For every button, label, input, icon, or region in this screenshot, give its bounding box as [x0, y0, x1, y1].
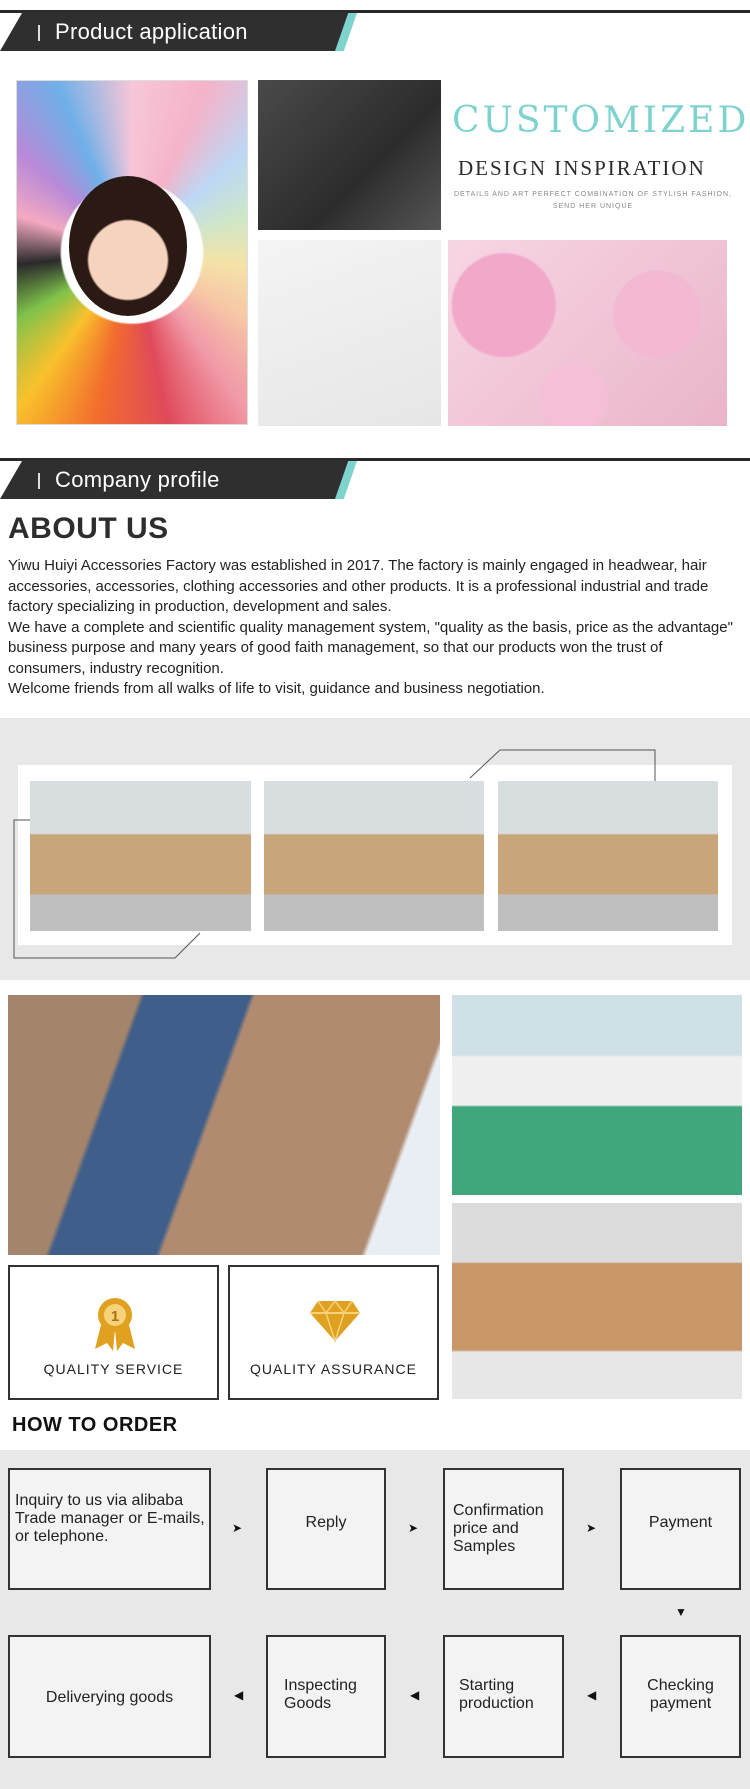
- order-step-label: Checking payment: [647, 1677, 714, 1712]
- how-to-order-title: HOW TO ORDER: [12, 1414, 178, 1436]
- arrow-right-icon: ➤: [586, 1521, 597, 1535]
- section-title-product-application: Product application: [55, 19, 248, 44]
- order-step-label: Starting production: [459, 1677, 534, 1712]
- headband-flowers-photo: [16, 80, 248, 425]
- banner-top-line: [0, 458, 750, 461]
- quality-assurance-label: QUALITY ASSURANCE: [250, 1361, 417, 1377]
- arrow-left-icon: ◀: [587, 1688, 597, 1702]
- warehouse-photo-2: [264, 781, 484, 931]
- about-paragraph-1: Yiwu Huiyi Accessories Factory was established in 2017. The factory is mainly engaged in headwear, hair accessories, accessories, clothing accessories and other products. It is a professional industrial and trade factory specializing in production, development and sales.: [8, 557, 709, 615]
- arrow-left-icon: ◀: [234, 1688, 244, 1702]
- order-step-label: Inspecting Goods: [284, 1677, 357, 1712]
- order-step-starting-production: [443, 1635, 564, 1758]
- order-step-label: Confirmation price and Samples: [453, 1502, 544, 1555]
- warehouse-photo-3: [498, 781, 718, 931]
- arrow-right-icon: ➤: [232, 1521, 243, 1535]
- order-step-label: Payment: [648, 1514, 713, 1531]
- packing-warehouse-photo: [452, 1203, 742, 1399]
- order-step-reply: [266, 1468, 386, 1590]
- order-step-label: Reply: [305, 1514, 347, 1531]
- banner-separator: [38, 25, 40, 41]
- order-step-label: Inquiry to us via alibaba Trade manager or E-mails, or telephone.: [15, 1492, 205, 1545]
- warehouse-photo-1: [30, 781, 251, 931]
- order-step-payment: [620, 1468, 741, 1590]
- order-step-inquiry: [8, 1468, 211, 1590]
- baby-headband-photo: [258, 80, 441, 230]
- design-sketch-photo: [258, 240, 441, 426]
- order-step-confirmation: [443, 1468, 564, 1590]
- order-step-checking-payment: [620, 1635, 741, 1758]
- child-portrait: [69, 176, 187, 316]
- quality-service-label: QUALITY SERVICE: [43, 1361, 184, 1377]
- pink-flowers-crafting-photo: [448, 240, 727, 426]
- about-us-text: [8, 556, 743, 700]
- banner-separator: [38, 473, 40, 489]
- order-step-inspecting: [266, 1635, 386, 1758]
- about-paragraph-2: We have a complete and scientific quality management system, "quality as the basis, price as the advantage" business purpose and many years of good faith management, so that our products won the trust of consumers, industry recognition.: [8, 618, 733, 677]
- design-inspiration-subheadline: DESIGN INSPIRATION: [458, 156, 706, 180]
- section-title-company-profile: Company profile: [55, 467, 220, 492]
- medal-icon: [93, 1295, 137, 1351]
- customized-tagline-1: DETAILS AND ART PERFECT COMBINATION OF STYLISH FASHION,: [453, 191, 732, 198]
- order-step-label: Deliverying goods: [45, 1689, 174, 1706]
- quality-service-card: [8, 1265, 219, 1400]
- company-profile-banner: [0, 458, 750, 506]
- arrow-down-icon: ▼: [675, 1605, 687, 1619]
- customized-headline: CUSTOMIZED: [452, 100, 750, 141]
- about-us-title: ABOUT US: [8, 512, 169, 545]
- factory-building-photo: [8, 995, 440, 1255]
- diamond-icon: [308, 1299, 362, 1343]
- quality-assurance-card: [228, 1265, 439, 1400]
- customized-tagline-2: SEND HER UNIQUE: [552, 203, 634, 210]
- product-application-banner: [0, 10, 750, 58]
- medal-number: 1: [110, 1308, 120, 1325]
- production-line-photo: [452, 995, 742, 1195]
- order-step-delivering: [8, 1635, 211, 1758]
- arrow-left-icon: ◀: [410, 1688, 420, 1702]
- banner-top-line: [0, 10, 750, 13]
- about-paragraph-3: Welcome friends from all walks of life to visit, guidance and business negotiation.: [8, 680, 545, 697]
- arrow-right-icon: ➤: [408, 1521, 419, 1535]
